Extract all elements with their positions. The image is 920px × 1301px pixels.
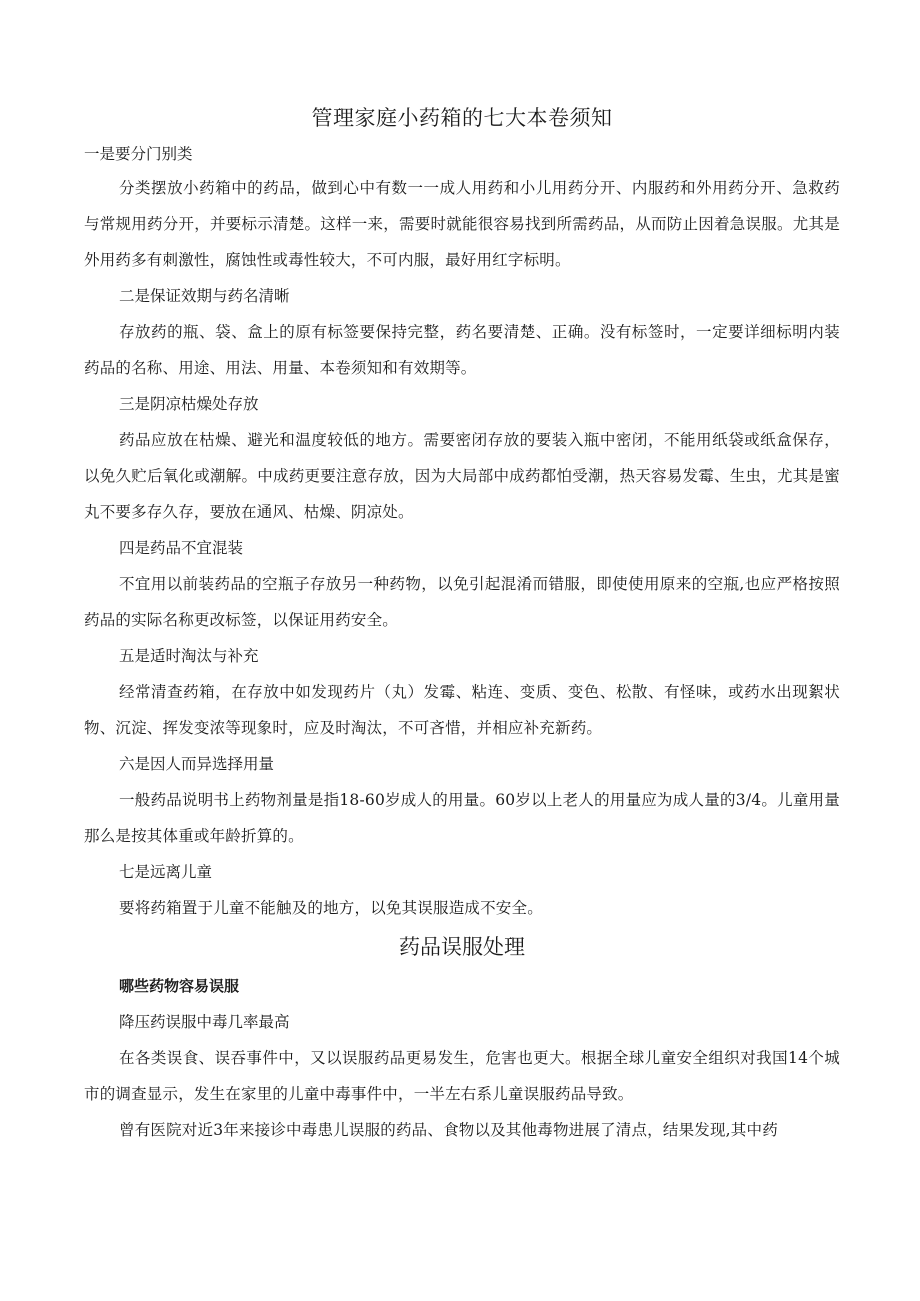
section-heading: 五是适时淘汰与补充 [119, 647, 259, 665]
document-page [84, 98, 840, 1148]
section2-title: 药品误服处理 [399, 935, 525, 959]
section2-heading: 降压药误服中毒几率最高 [119, 1013, 290, 1031]
section-body: 存放药的瓶、袋、盒上的原有标签要保持完整，药名要清楚、正确。没有标签时，一定要详细标明内装药品的名称、用途、用法、用量、本卷须知和有效期等。 [84, 323, 840, 377]
section2-subheading: 哪些药物容易误服 [119, 977, 240, 995]
section-heading: 三是阴凉枯燥处存放 [119, 395, 259, 413]
section2-paragraph: 在各类误食、误吞事件中，又以误服药品更易发生，危害也更大。根据全球儿童安全组织对我国14个城市的调查显示，发生在家里的儿童中毒事件中，一半左右系儿童误服药品导致。 [84, 1049, 840, 1103]
section-body: 不宜用以前装药品的空瓶子存放另一种药物，以免引起混淆而错服，即使使用原来的空瓶,也应严格按照药品的实际名称更改标签，以保证用药安全。 [84, 575, 840, 629]
section-heading: 七是远离儿童 [119, 863, 213, 881]
section-7 [84, 854, 840, 926]
section-5 [84, 638, 840, 746]
section-4 [84, 530, 840, 638]
section-body: 分类摆放小药箱中的药品，做到心中有数一一成人用药和小儿用药分开、内服药和外用药分开、急救药与常规用药分开，并要标示清楚。这样一来，需要时就能很容易找到所需药品，从而防止因着急误服。尤其是外用药多有刺激性，腐蚀性或毒性较大，不可内服，最好用红字标明。 [84, 179, 840, 269]
section-heading: 六是因人而异选择用量 [119, 755, 275, 773]
section-heading: 二是保证效期与药名清晰 [119, 287, 290, 305]
section-6 [84, 746, 840, 854]
section-2 [84, 278, 840, 386]
section-1 [84, 138, 840, 278]
section-body: 要将药箱置于儿童不能触及的地方，以免其误服造成不安全。 [119, 899, 543, 917]
section-body: 一般药品说明书上药物剂量是指18-60岁成人的用量。60岁以上老人的用量应为成人量的3/4。儿童用量那么是按其体重或年龄折算的。 [84, 791, 840, 845]
section2-paragraph: 曾有医院对近3年来接诊中毒患儿误服的药品、食物以及其他毒物进展了清点，结果发现,其中药 [119, 1121, 778, 1139]
section-3 [84, 386, 840, 530]
section-heading: 一是要分门别类 [84, 145, 193, 163]
document-title: 管理家庭小药箱的七大本卷须知 [311, 106, 613, 130]
section-heading: 四是药品不宜混装 [119, 539, 244, 557]
section-body: 药品应放在枯燥、避光和温度较低的地方。需要密闭存放的要装入瓶中密闭，不能用纸袋或纸盒保存，以免久贮后氧化或潮解。中成药更要注意存放，因为大局部中成药都怕受潮，热天容易发霉、生虫，尤其是蜜丸不要多存久存，要放在通风、枯燥、阴凉处。 [84, 431, 840, 521]
section-body: 经常清查药箱，在存放中如发现药片（丸）发霉、粘连、变质、变色、松散、有怪味，或药水出现絮状物、沉淀、挥发变浓等现象时，应及时淘汰，不可吝惜，并相应补充新药。 [84, 683, 840, 737]
